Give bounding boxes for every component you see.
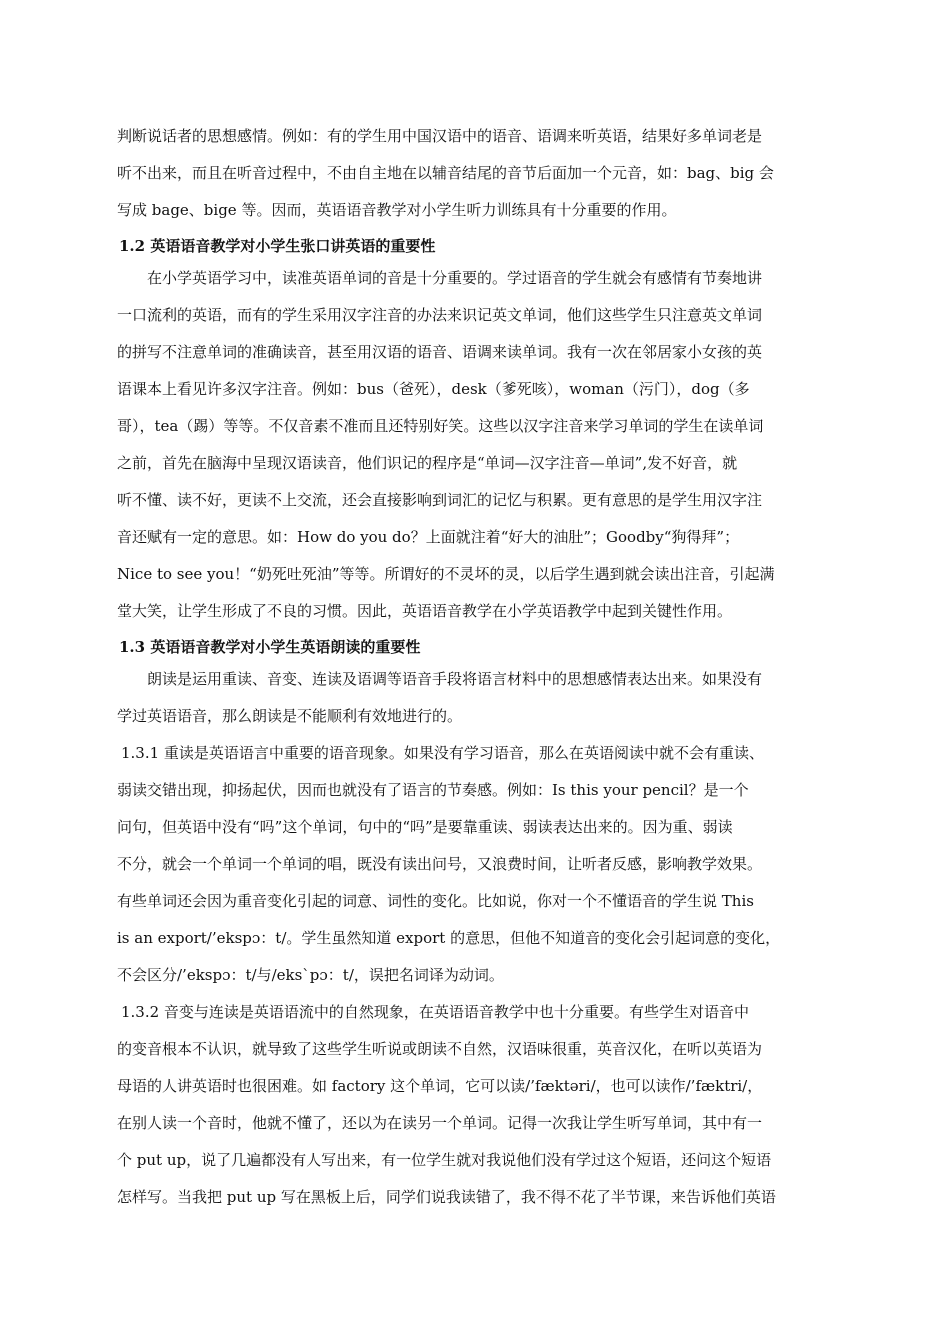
paragraph-line: 问句，但英语中没有“吗”这个单词，句中的“吗”是要靠重读、弱读表达出来的。因为重、弱读 <box>117 818 733 836</box>
paragraph-line: 听不懂、读不好，更读不上交流，还会直接影响到词汇的记忆与积累。更有意思的是学生用汉字注 <box>117 491 763 509</box>
paragraph-line: 写成 bage、bige 等。因而，英语语音教学对小学生听力训练具有十分重要的作用。 <box>117 201 677 219</box>
paragraph-line: 哥），tea（踢）等等。不仅音素不准而且还特别好笑。这些以汉字注音来学习单词的学生在读单词 <box>117 417 764 435</box>
paragraph-line: 怎样写。当我把 put up 写在黑板上后，同学们说我读错了，我不得不花了半节课，来告诉他们英语 <box>117 1188 776 1206</box>
section-heading-1-2: 1.2 英语语音教学对小学生张口讲英语的重要性 <box>119 237 436 255</box>
paragraph-line: 母语的人讲英语时也很困难。如 factory 这个单词，它可以读/’fæktəri/，也可以读作/’fæktri/， <box>117 1077 763 1095</box>
paragraph-line: Nice to see you！“奶死吐死油”等等。所谓好的不灵坏的灵，以后学生遇到就会读出注音，引起满 <box>117 565 775 583</box>
paragraph-line: 音还赋有一定的意思。如：How do you do？上面就注着“好大的油肚”；Goodby“狗得拜”； <box>117 528 740 546</box>
paragraph-line: 学过英语语音，那么朗读是不能顺利有效地进行的。 <box>117 707 463 725</box>
section-heading-1-3: 1.3 英语语音教学对小学生英语朗读的重要性 <box>119 638 421 656</box>
paragraph-line: 在别人读一个音时，他就不懂了，还以为在读另一个单词。记得一次我让学生听写单词，其中有一 <box>117 1114 763 1132</box>
paragraph-line: 在小学英语学习中，读准英语单词的音是十分重要的。学过语音的学生就会有感情有节奏地讲 <box>147 269 763 287</box>
paragraph-line: 弱读交错出现，抑扬起伏，因而也就没有了语言的节奏感。例如：Is this your pencil？是一个 <box>117 781 749 799</box>
paragraph-line: 的变音根本不认识，就导致了这些学生听说或朗读不自然，汉语味很重，英音汉化，在听以英语为 <box>117 1040 763 1058</box>
paragraph-line: 听不出来，而且在听音过程中，不由自主地在以辅音结尾的音节后面加一个元音，如：bag、big 会 <box>117 164 774 182</box>
paragraph-line: 堂大笑，让学生形成了不良的习惯。因此，英语语音教学在小学英语教学中起到关键性作用。 <box>117 602 733 620</box>
paragraph-line: 1.3.2 音变与连读是英语语流中的自然现象，在英语语音教学中也十分重要。有些学生对语音中 <box>121 1003 749 1021</box>
paragraph-line: 语课本上看见许多汉字注音。例如：bus（爸死），desk（爹死咳），woman（污门），dog（多 <box>117 380 750 398</box>
paragraph-line: 有些单词还会因为重音变化引起的词意、词性的变化。比如说，你对一个不懂语音的学生说 This <box>117 892 754 910</box>
paragraph-line: 一口流利的英语，而有的学生采用汉字注音的办法来识记英文单词，他们这些学生只注意英文单词 <box>117 306 763 324</box>
paragraph-line: 不会区分/’ekspɔ：t/与/eks`pɔ：t/，误把名词译为动词。 <box>117 966 504 984</box>
paragraph-line: 之前，首先在脑海中呈现汉语读音，他们识记的程序是“单词—汉字注音—单词”,发不好音，就 <box>117 454 738 472</box>
paragraph-line: 判断说话者的思想感情。例如：有的学生用中国汉语中的语音、语调来听英语，结果好多单词老是 <box>117 127 763 145</box>
paragraph-line: is an export/’ekspɔ：t/。学生虽然知道 export 的意思，但他不知道音的变化会引起词意的变化， <box>117 929 781 947</box>
paragraph-line: 个 put up，说了几遍都没有人写出来，有一位学生就对我说他们没有学过这个短语，还问这个短语 <box>117 1151 772 1169</box>
paragraph-line: 朗读是运用重读、音变、连读及语调等语音手段将语言材料中的思想感情表达出来。如果没有 <box>147 670 763 688</box>
paragraph-line: 的拼写不注意单词的准确读音，甚至用汉语的语音、语调来读单词。我有一次在邻居家小女孩的英 <box>117 343 763 361</box>
paragraph-line: 不分，就会一个单词一个单词的唱，既没有读出问号，又浪费时间，让听者反感，影响教学效果。 <box>117 855 763 873</box>
paragraph-line: 1.3.1 重读是英语语言中重要的语音现象。如果没有学习语音，那么在英语阅读中就不会有重读、 <box>121 744 764 762</box>
